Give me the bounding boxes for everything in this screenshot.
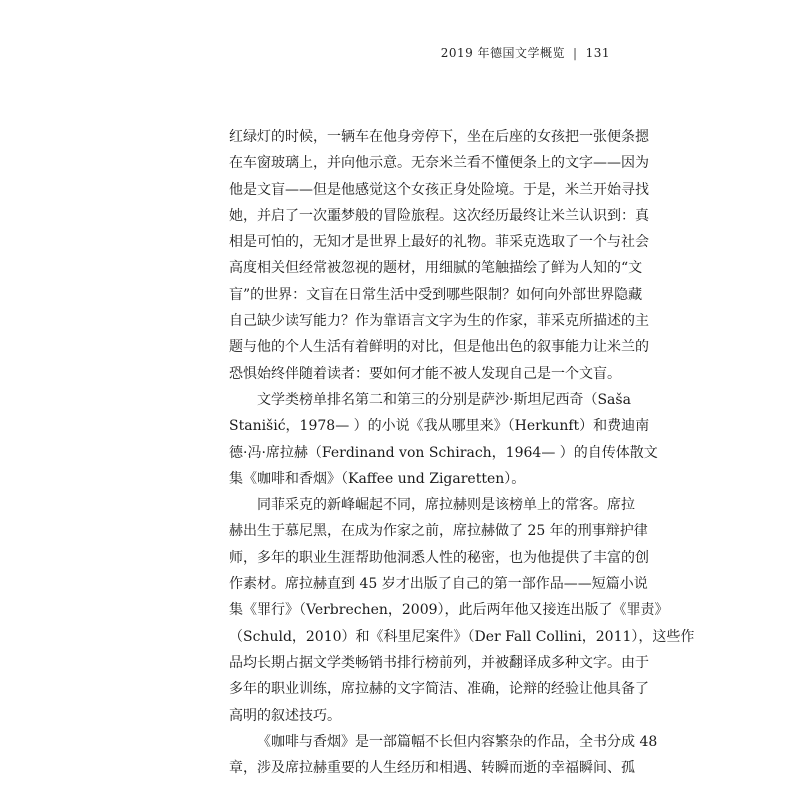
text-line: 在车窗玻璃上，并向他示意。无奈米兰看不懂便条上的文字——因为 xyxy=(229,155,649,172)
book-title: 2019 年德国文学概览 xyxy=(440,46,566,60)
text-line: （Schuld，2010）和《科里尼案件》（Der Fall Collini，2011），这些作 xyxy=(229,628,695,645)
text-line: 题与他的个人生活有着鲜明的对比，但是他出色的叙事能力让米兰的 xyxy=(229,339,649,356)
text-line: Stanišić，1978— ）的小说《我从哪里来》（Herkunft）和费迪南 xyxy=(229,418,650,435)
text-line: 德·冯·席拉赫（Ferdinand von Schirach，1964— ）的自传体散文 xyxy=(229,444,658,461)
text-line: 作素材。席拉赫直到 45 岁才出版了自己的第一部作品——短篇小说 xyxy=(229,576,648,593)
text-line: 赫出生于慕尼黑，在成为作家之前，席拉赫做了 25 年的刑事辩护律 xyxy=(229,523,648,540)
text-line: 同菲采克的新峰崛起不同，席拉赫则是该榜单上的常客。席拉 xyxy=(257,497,635,514)
text-line: 自己缺少读写能力？作为靠语言文字为生的作家，菲采克所描述的主 xyxy=(229,313,649,330)
text-line: 高明的叙述技巧。 xyxy=(229,707,341,724)
text-line: 多年的职业训练，席拉赫的文字简洁、准确，论辩的经验让他具备了 xyxy=(229,681,649,698)
text-line: 文学类榜单排名第二和第三的分别是萨沙·斯坦尼西奇（Saša xyxy=(257,391,631,408)
text-line: 恐惧始终伴随着读者：要如何才能不被人发现自己是一个文盲。 xyxy=(229,365,621,382)
text-line: 集《罪行》（Verbrechen，2009），此后两年他又接连出版了《罪责》 xyxy=(229,602,669,619)
running-head xyxy=(441,44,610,61)
text-line: 集《咖啡和香烟》（Kaffee und Zigaretten）。 xyxy=(229,470,526,487)
text-line: 章，涉及席拉赫重要的人生经历和相遇、转瞬而逝的幸福瞬间、孤 xyxy=(229,760,635,777)
text-line: 他是文盲——但是他感觉这个女孩正身处险境。于是，米兰开始寻找 xyxy=(229,181,649,198)
text-line: 红绿灯的时候，一辆车在他身旁停下，坐在后座的女孩把一张便条摁 xyxy=(229,129,649,145)
text-line: 《咖啡与香烟》是一部篇幅不长但内容繁杂的作品，全书分成 48 xyxy=(257,733,658,750)
text-line: 盲”的世界：文盲在日常生活中受到哪些限制？如何向外部世界隐藏 xyxy=(229,286,643,303)
body-text xyxy=(229,124,695,781)
header-separator: | xyxy=(573,46,578,60)
text-line: 她，并启了一次噩梦般的冒险旅程。这次经历最终让米兰认识到：真 xyxy=(229,207,649,224)
page-number: 131 xyxy=(585,46,610,60)
text-line: 师，多年的职业生涯帮助他洞悉人性的秘密，也为他提供了丰富的创 xyxy=(229,549,649,566)
text-line: 高度相关但经常被忽视的题材，用细腻的笔触描绘了鲜为人知的“文 xyxy=(229,260,643,277)
text-line: 品均长期占据文学类畅销书排行榜前列，并被翻译成多种文字。由于 xyxy=(229,654,649,671)
text-line: 相是可怕的，无知才是世界上最好的礼物。菲采克选取了一个与社会 xyxy=(229,234,649,251)
